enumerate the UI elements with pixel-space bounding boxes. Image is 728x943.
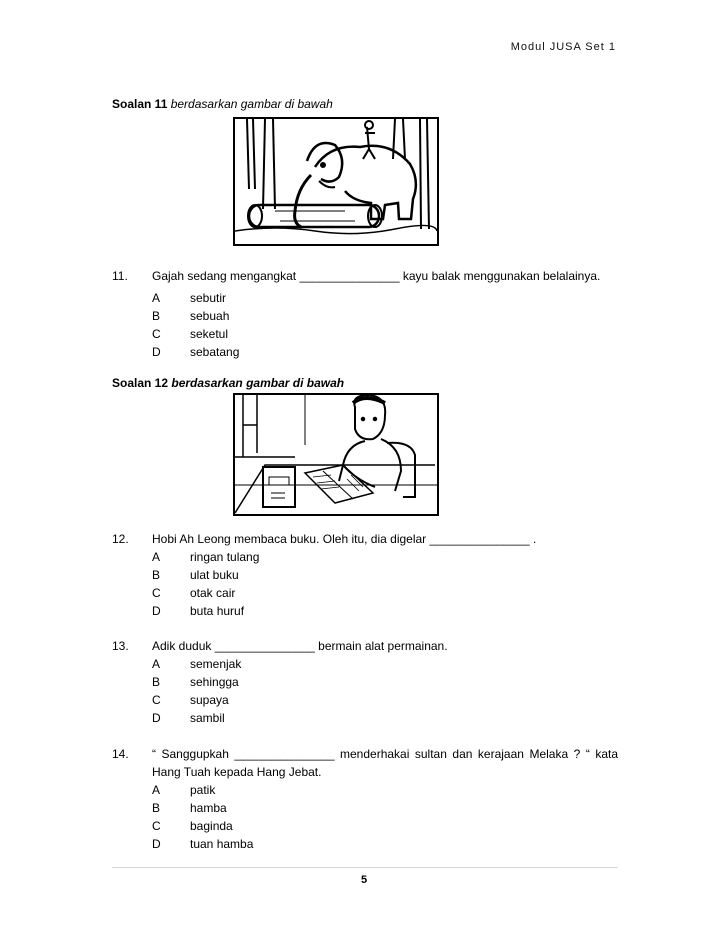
option-text: sebatang	[190, 345, 240, 359]
boy-reading-icon	[235, 395, 437, 514]
section-title-12	[112, 376, 344, 390]
option-text: sebutir	[190, 291, 227, 305]
question-12	[112, 530, 618, 620]
section-instruction: berdasarkan gambar di bawah	[167, 97, 333, 111]
page-number: 5	[360, 874, 368, 886]
option-letter: A	[152, 657, 161, 671]
section-label: Soalan 11	[112, 97, 168, 111]
elephant-picture	[233, 117, 439, 246]
option-a[interactable]	[152, 289, 618, 307]
option-letter: B	[152, 568, 161, 582]
option-text: buta huruf	[190, 604, 245, 618]
option-c[interactable]	[152, 817, 618, 835]
option-d[interactable]	[152, 709, 618, 727]
option-c[interactable]	[152, 691, 618, 709]
option-text: ulat buku	[190, 568, 239, 582]
option-letter: B	[152, 675, 161, 689]
option-text: seketul	[190, 327, 229, 341]
option-letter: A	[152, 783, 161, 797]
option-text: tuan hamba	[190, 837, 254, 851]
option-a[interactable]	[152, 655, 618, 673]
option-letter: A	[152, 550, 161, 564]
option-text: hamba	[190, 801, 227, 815]
section-title-11	[112, 97, 333, 111]
option-b[interactable]	[152, 307, 618, 325]
option-letter: C	[152, 327, 161, 341]
question-14	[112, 745, 618, 853]
option-b[interactable]	[152, 673, 618, 691]
option-d[interactable]	[152, 835, 618, 853]
option-text: baginda	[190, 819, 233, 833]
option-letter: D	[152, 711, 161, 725]
option-letter: C	[152, 693, 161, 707]
question-13	[112, 637, 618, 727]
option-letter: B	[152, 801, 161, 815]
question-number: 14.	[112, 747, 129, 761]
option-a[interactable]	[152, 548, 618, 566]
option-text: patik	[190, 783, 216, 797]
section-instruction: berdasarkan gambar di bawah	[168, 376, 345, 390]
option-d[interactable]	[152, 602, 618, 620]
option-letter: D	[152, 345, 161, 359]
question-stem: Hobi Ah Leong membaca buku. Oleh itu, dia digelar _______________ .	[152, 532, 537, 546]
option-letter: A	[152, 291, 161, 305]
option-text: semenjak	[190, 657, 242, 671]
question-11	[112, 267, 618, 361]
module-header: Modul JUSA Set 1	[510, 41, 616, 53]
footer-divider	[112, 867, 618, 868]
section-label: Soalan 12	[112, 376, 169, 390]
option-b[interactable]	[152, 566, 618, 584]
option-b[interactable]	[152, 799, 618, 817]
option-text: otak cair	[190, 586, 236, 600]
option-letter: D	[152, 604, 161, 618]
option-c[interactable]	[152, 584, 618, 602]
option-text: sambil	[190, 711, 225, 725]
question-number: 12.	[112, 532, 129, 546]
question-stem: Adik duduk _______________ bermain alat permainan.	[152, 639, 448, 653]
elephant-log-icon	[235, 119, 437, 244]
option-text: sehingga	[190, 675, 239, 689]
boy-reading-picture	[233, 393, 439, 516]
question-stem: “ Sanggupkah _______________ menderhakai sultan dan kerajaan Melaka ? “ kata Hang Tuah kepada Hang Jebat.	[152, 747, 618, 779]
option-text: sebuah	[190, 309, 230, 323]
option-letter: B	[152, 309, 161, 323]
question-number: 13.	[112, 639, 129, 653]
option-letter: C	[152, 586, 161, 600]
question-number: 11.	[112, 269, 128, 283]
option-c[interactable]	[152, 325, 618, 343]
option-letter: D	[152, 837, 161, 851]
option-text: ringan tulang	[190, 550, 260, 564]
option-text: supaya	[190, 693, 229, 707]
question-stem: Gajah sedang mengangkat _______________ kayu balak menggunakan belalainya.	[152, 269, 601, 283]
option-letter: C	[152, 819, 161, 833]
option-a[interactable]	[152, 781, 618, 799]
option-d[interactable]	[152, 343, 618, 361]
